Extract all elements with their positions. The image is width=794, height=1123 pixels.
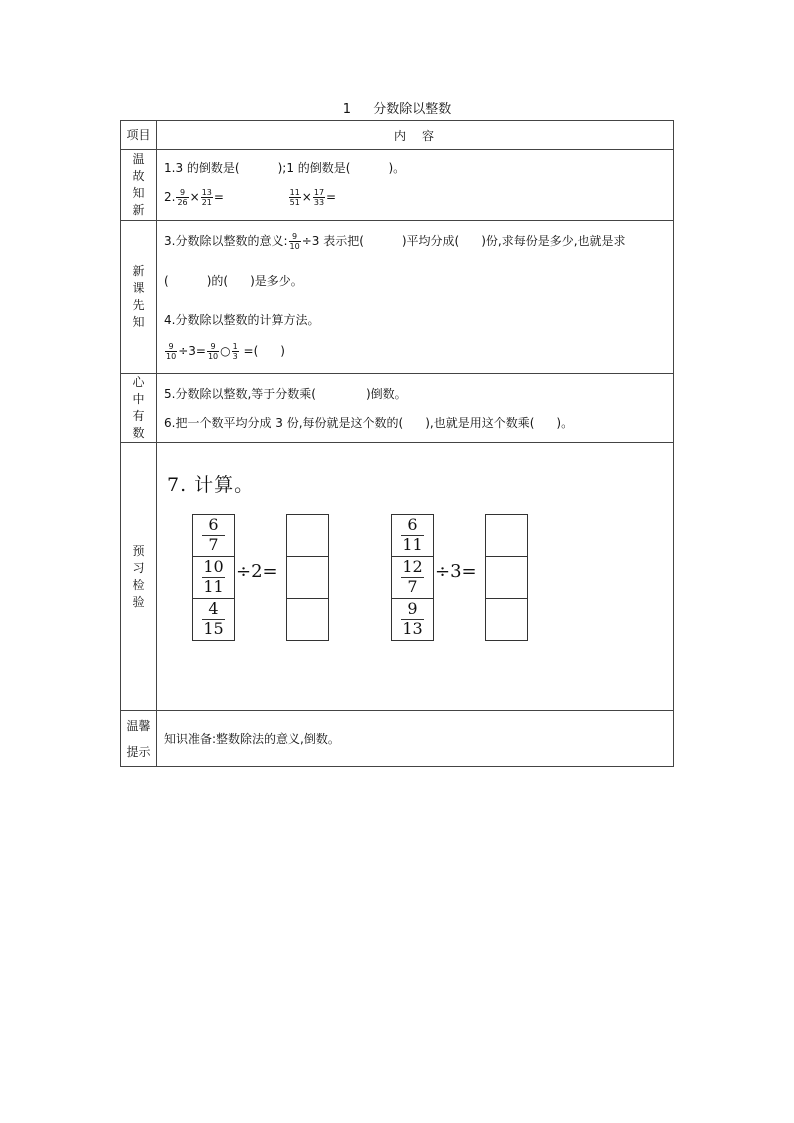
tip-row [121,711,674,767]
divide-by-2-operator: ÷2= [236,561,278,582]
question-4: 4.分数除以整数的计算方法。 [164,313,320,327]
tip-label: 温馨 提示 [121,711,157,767]
answer-box[interactable] [287,599,328,640]
fraction: $\frac{1}{3}$ [232,342,238,361]
summary-label: 心 中 有 数 [121,374,157,443]
fraction: $\frac{9}{10}$ [289,232,300,251]
tip-content [157,711,674,767]
fraction: $\frac{13}{21}$ [201,187,212,207]
question-1: 1.3 的倒数是( );1 的倒数是( )。 [164,160,406,175]
question-4-formula: $\frac{9}{10}$ ÷3= $\frac{9}{10}$ ○ $\frac{1}{3}$ =( ) [166,342,285,361]
fraction-cell: 10 11 [193,557,234,599]
preview-label: 预 习 检 验 [121,443,157,711]
question-2: 2. $\frac{9}{26}$ × $\frac{13}{21}$ = $\frac{11}{51}$ × $\frac{17}{33}$ = [164,187,337,207]
page-title [0,98,794,117]
answer-box[interactable] [287,515,328,557]
fraction: $\frac{9}{10}$ [207,342,219,361]
question-3-continued: ( )的( )是多少。 [164,274,303,288]
answer-box[interactable] [486,515,527,557]
circle-blank: ○ [220,344,231,358]
new-lesson-content [157,221,674,374]
tip-text: 知识准备:整数除法的意义,倒数。 [164,732,340,746]
fraction-cell: 6 7 [193,515,234,557]
header-row [121,121,674,150]
review-content [157,150,674,221]
left-fraction-stack [192,514,235,641]
new-lesson-row [121,221,674,374]
content-header: 内 容 [157,121,674,150]
answer-box[interactable] [486,557,527,599]
fraction: $\frac{9}{26}$ [177,187,188,207]
fraction-cell: 6 11 [392,515,433,557]
fraction-cell: 9 13 [402,599,423,638]
worksheet-table [120,120,674,767]
summary-content [157,374,674,443]
fraction-cell: 4 15 [203,599,224,638]
page-title-number: 1 [342,102,352,117]
summary-row [121,374,674,443]
fraction: $\frac{11}{51}$ [289,187,300,207]
question-5: 5.分数除以整数,等于分数乘( )倒数。 [164,387,407,401]
answer-box[interactable] [486,599,527,640]
answer-box[interactable] [287,557,328,599]
right-answer-boxes [485,514,528,641]
divide-by-3-operator: ÷3= [435,561,477,582]
page-title-text: 分数除以整数 [373,102,452,117]
new-lesson-label: 新 课 先 知 [121,221,157,374]
fraction: $\frac{9}{10}$ [166,342,177,361]
question-6: 6.把一个数平均分成 3 份,每份就是这个数的( ),也就是用这个数乘( )。 [164,416,574,430]
right-fraction-stack [391,514,434,641]
review-label: 温 故 知 新 [121,150,157,221]
fraction: $\frac{17}{33}$ [313,187,325,207]
review-row [121,150,674,221]
fraction-cell: 12 7 [392,557,433,599]
question-3: 3.分数除以整数的意义: $\frac{9}{10}$ ÷3 表示把( )平均分成( )份,求每份是多少,也就是求 [164,232,626,251]
question-7-title: 7. 计算。 [167,474,255,496]
item-header: 项目 [121,121,157,150]
left-answer-boxes [286,514,329,641]
